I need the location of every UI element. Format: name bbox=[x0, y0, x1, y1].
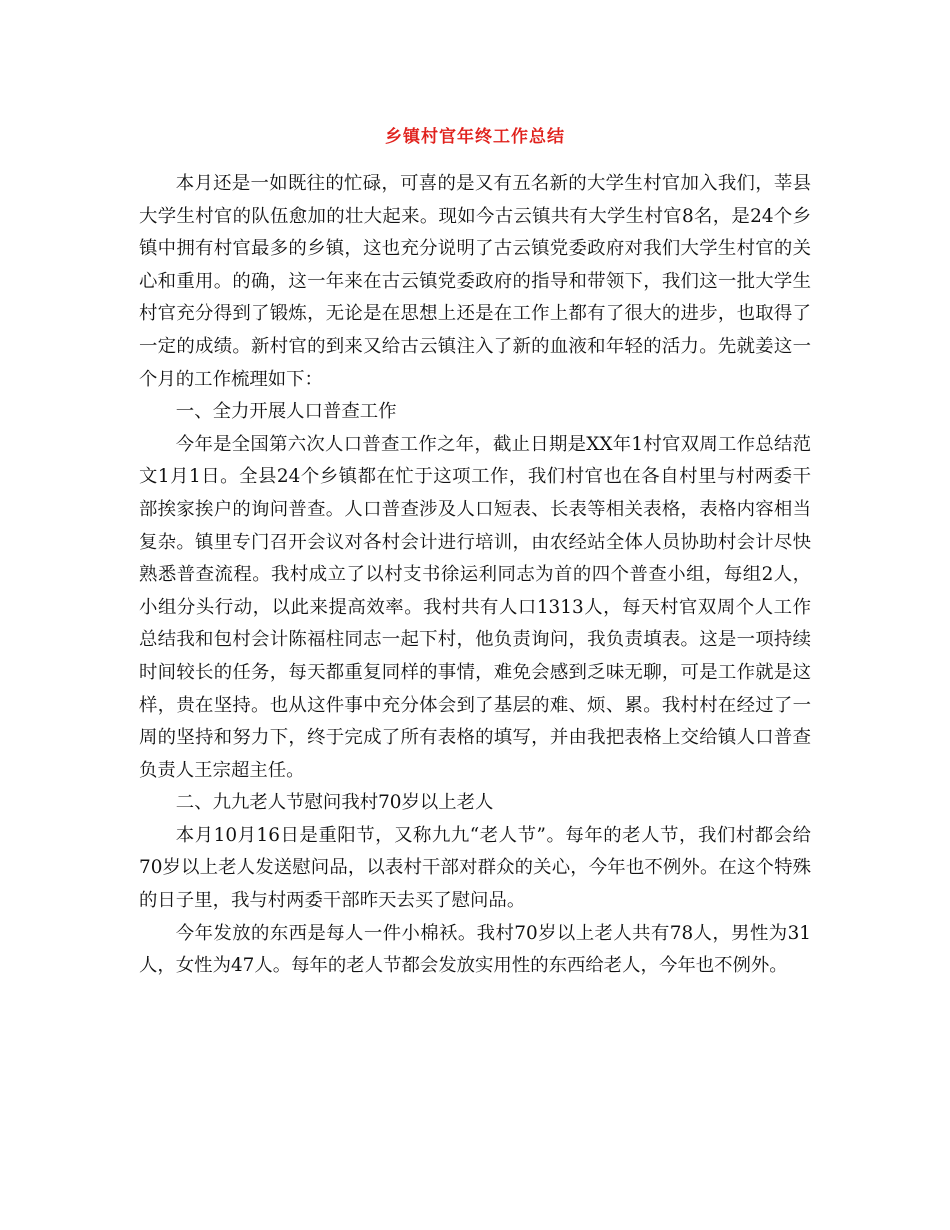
paragraph-double-ninth: 本月10月16日是重阳节，又称九九“老人节”。每年的老人节，我们村都会给70岁以上老人发送慰问品，以表村干部对群众的关心，今年也不例外。在这个特殊的日子里，我与村两委干部昨天去买了慰问品。 bbox=[139, 824, 811, 912]
paragraph-intro: 本月还是一如既往的忙碌，可喜的是又有五名新的大学生村官加入我们，莘县大学生村官的队伍愈加的壮大起来。现如今古云镇共有大学生村官8名，是24个乡镇中拥有村官最多的乡镇，这也充分说明了古云镇党委政府对我们大学生村官的关心和重用。的确，这一年来在古云镇党委政府的指导和带领下，我们这一批大学生村官充分得到了锻炼，无论是在思想上还是在工作上都有了很大的进步，也取得了一定的成绩。新村官的到来又给古云镇注入了新的血液和年轻的活力。先就姜这一个月的工作梳理如下： bbox=[139, 173, 811, 390]
section-heading-elderly: 二、九九老人节慰问我村70岁以上老人 bbox=[175, 792, 494, 814]
paragraph-gifts: 今年发放的东西是每人一件小棉袄。我村70岁以上老人共有78人，男性为31人，女性为47人。每年的老人节都会发放实用性的东西给老人，今年也不例外。 bbox=[139, 922, 811, 977]
document-title: 乡镇村官年终工作总结 bbox=[385, 127, 565, 147]
paragraph-census: 今年是全国第六次人口普查工作之年，截止日期是XX年1村官双周工作总结范文1月1日。全县24个乡镇都在忙于这项工作，我们村官也在各自村里与村两委干部挨家挨户的询问普查。人口普查涉及人口短表、长表等相关表格，表格内容相当复杂。镇里专门召开会议对各村会计进行培训，由农经站全体人员协助村会计尽快熟悉普查流程。我村成立了以村支书徐运利同志为首的四个普查小组，每组2人，小组分头行动，以此来提高效率。我村共有人口1313人，每天村官双周个人工作总结我和包村会计陈福柱同志一起下村，他负责询问，我负责填表。这是一项持续时间较长的任务，每天都重复同样的事情，难免会感到乏味无聊，可是工作就是这样，贵在坚持。也从这件事中充分体会到了基层的难、烦、累。我村村在经过了一周的坚持和努力下，终于完成了所有表格的填写，并由我把表格上交给镇人口普查负责人王宗超主任。 bbox=[139, 433, 811, 781]
document-body bbox=[139, 168, 811, 983]
section-heading-census: 一、全力开展人口普查工作 bbox=[175, 401, 397, 423]
